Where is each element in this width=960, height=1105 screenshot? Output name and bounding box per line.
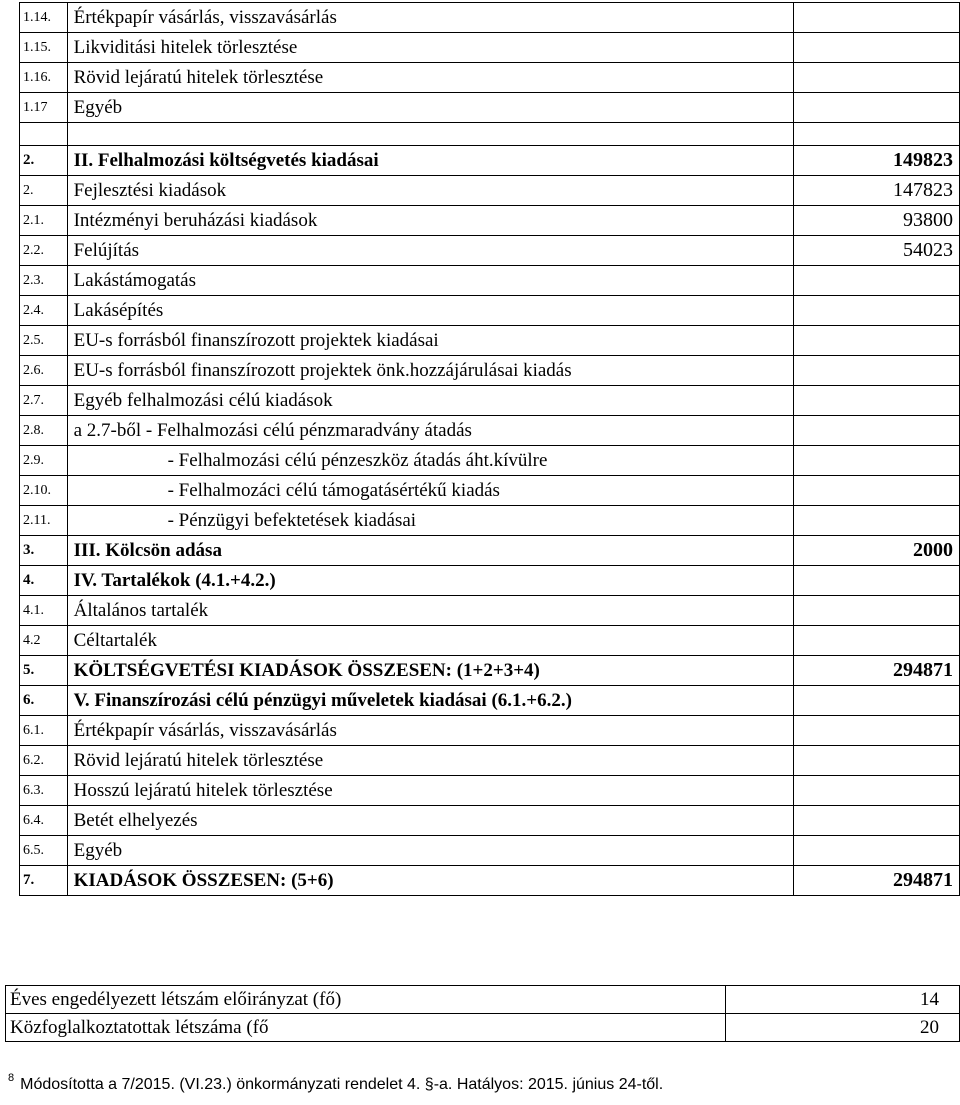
row-value	[793, 836, 959, 866]
table-row	[20, 626, 960, 656]
row-label: Egyéb	[67, 93, 793, 123]
row-label: Likviditási hitelek törlesztése	[67, 33, 793, 63]
row-value	[793, 356, 959, 386]
table-row	[20, 236, 960, 266]
row-value	[793, 296, 959, 326]
table-row	[20, 446, 960, 476]
row-value	[793, 596, 959, 626]
row-label: EU-s forrásból finanszírozott projektek önk.hozzájárulásai kiadás	[67, 356, 793, 386]
table-row	[20, 386, 960, 416]
table-row	[20, 746, 960, 776]
row-value	[793, 266, 959, 296]
table-row	[20, 296, 960, 326]
row-label: V. Finanszírozási célú pénzügyi műveletek kiadásai (6.1.+6.2.)	[67, 686, 793, 716]
footnote	[8, 1072, 663, 1094]
row-number: 2.7.	[20, 386, 68, 416]
row-number: 2.11.	[20, 506, 68, 536]
row-label: Általános tartalék	[67, 596, 793, 626]
row-number: 4.2	[20, 626, 68, 656]
row-number: 6.2.	[20, 746, 68, 776]
table-row	[6, 986, 960, 1014]
row-label: Lakástámogatás	[67, 266, 793, 296]
row-value	[793, 326, 959, 356]
table-row	[20, 146, 960, 176]
row-label: II. Felhalmozási költségvetés kiadásai	[67, 146, 793, 176]
row-value	[793, 686, 959, 716]
table-row	[20, 686, 960, 716]
row-number: 1.14.	[20, 3, 68, 33]
row-value	[793, 3, 959, 33]
table-row	[20, 476, 960, 506]
row-value	[793, 746, 959, 776]
row-value: 149823	[793, 146, 959, 176]
row-number: 1.17	[20, 93, 68, 123]
table-row	[20, 566, 960, 596]
table-row	[20, 656, 960, 686]
row-label: - Pénzügyi befektetések kiadásai	[67, 506, 793, 536]
row-label: Fejlesztési kiadások	[67, 176, 793, 206]
row-value	[793, 63, 959, 93]
table-row	[20, 93, 960, 123]
row-label: Rövid lejáratú hitelek törlesztése	[67, 63, 793, 93]
staff-value: 14	[725, 986, 959, 1014]
row-number: 2.6.	[20, 356, 68, 386]
row-value	[793, 506, 959, 536]
footnote-mark: 8	[8, 1072, 15, 1084]
row-label: - Felhalmozási célú pénzeszköz átadás áht.kívülre	[67, 446, 793, 476]
row-value: 93800	[793, 206, 959, 236]
row-label: Céltartalék	[67, 626, 793, 656]
row-label: EU-s forrásból finanszírozott projektek kiadásai	[67, 326, 793, 356]
staff-label: Közfoglalkoztatottak létszáma (fő	[6, 1014, 726, 1042]
staff-label: Éves engedélyezett létszám előirányzat (fő)	[6, 986, 726, 1014]
row-label: Lakásépítés	[67, 296, 793, 326]
row-label: Rövid lejáratú hitelek törlesztése	[67, 746, 793, 776]
row-number: 2.2.	[20, 236, 68, 266]
row-number: 4.1.	[20, 596, 68, 626]
row-number: 2.9.	[20, 446, 68, 476]
row-label: Értékpapír vásárlás, visszavásárlás	[67, 716, 793, 746]
row-value	[793, 93, 959, 123]
table-row	[20, 326, 960, 356]
row-label: KÖLTSÉGVETÉSI KIADÁSOK ÖSSZESEN: (1+2+3+4)	[67, 656, 793, 686]
table-row	[20, 506, 960, 536]
row-value	[793, 626, 959, 656]
table-row	[20, 63, 960, 93]
row-number: 6.5.	[20, 836, 68, 866]
table-row	[20, 33, 960, 63]
row-value: 2000	[793, 536, 959, 566]
row-number: 5.	[20, 656, 68, 686]
table-row	[20, 866, 960, 896]
row-value: 147823	[793, 176, 959, 206]
row-label: KIADÁSOK ÖSSZESEN: (5+6)	[67, 866, 793, 896]
table-row	[20, 3, 960, 33]
table-row	[20, 776, 960, 806]
row-label	[67, 123, 793, 146]
footnote-text: Módosította a 7/2015. (VI.23.) önkormányzati rendelet 4. §-a. Hatályos: 2015. június 24-től.	[20, 1076, 664, 1093]
table-row	[20, 176, 960, 206]
row-label: III. Kölcsön adása	[67, 536, 793, 566]
row-number: 2.8.	[20, 416, 68, 446]
row-value: 294871	[793, 866, 959, 896]
row-label: Egyéb felhalmozási célú kiadások	[67, 386, 793, 416]
table-row	[20, 123, 960, 146]
table-row	[20, 836, 960, 866]
expenditure-table	[19, 2, 960, 896]
row-label: IV. Tartalékok (4.1.+4.2.)	[67, 566, 793, 596]
row-label: Egyéb	[67, 836, 793, 866]
row-number: 1.15.	[20, 33, 68, 63]
table-row	[20, 416, 960, 446]
row-number: 2.4.	[20, 296, 68, 326]
staff-value: 20	[725, 1014, 959, 1042]
table-row	[20, 266, 960, 296]
row-number	[20, 123, 68, 146]
row-number: 2.	[20, 146, 68, 176]
row-number: 6.	[20, 686, 68, 716]
row-number: 4.	[20, 566, 68, 596]
table-row	[6, 1014, 960, 1042]
row-value	[793, 123, 959, 146]
row-value	[793, 386, 959, 416]
row-number: 2.	[20, 176, 68, 206]
row-value	[793, 566, 959, 596]
table-row	[20, 596, 960, 626]
row-number: 6.4.	[20, 806, 68, 836]
row-value	[793, 716, 959, 746]
row-label: Hosszú lejáratú hitelek törlesztése	[67, 776, 793, 806]
row-label: Felújítás	[67, 236, 793, 266]
row-value	[793, 33, 959, 63]
row-number: 3.	[20, 536, 68, 566]
row-label: a 2.7-ből - Felhalmozási célú pénzmaradvány átadás	[67, 416, 793, 446]
row-label: Értékpapír vásárlás, visszavásárlás	[67, 3, 793, 33]
row-value	[793, 806, 959, 836]
staff-table	[5, 985, 960, 1042]
table-row	[20, 206, 960, 236]
table-row	[20, 536, 960, 566]
row-number: 2.5.	[20, 326, 68, 356]
row-number: 2.1.	[20, 206, 68, 236]
row-number: 7.	[20, 866, 68, 896]
row-number: 6.1.	[20, 716, 68, 746]
row-value: 54023	[793, 236, 959, 266]
row-value	[793, 446, 959, 476]
row-number: 6.3.	[20, 776, 68, 806]
row-label: Intézményi beruházási kiadások	[67, 206, 793, 236]
row-number: 2.3.	[20, 266, 68, 296]
row-number: 2.10.	[20, 476, 68, 506]
row-label: Betét elhelyezés	[67, 806, 793, 836]
row-number: 1.16.	[20, 63, 68, 93]
table-row	[20, 356, 960, 386]
row-value	[793, 416, 959, 446]
row-value: 294871	[793, 656, 959, 686]
row-value	[793, 776, 959, 806]
row-label: - Felhalmozáci célú támogatásértékű kiadás	[67, 476, 793, 506]
table-row	[20, 806, 960, 836]
row-value	[793, 476, 959, 506]
table-row	[20, 716, 960, 746]
